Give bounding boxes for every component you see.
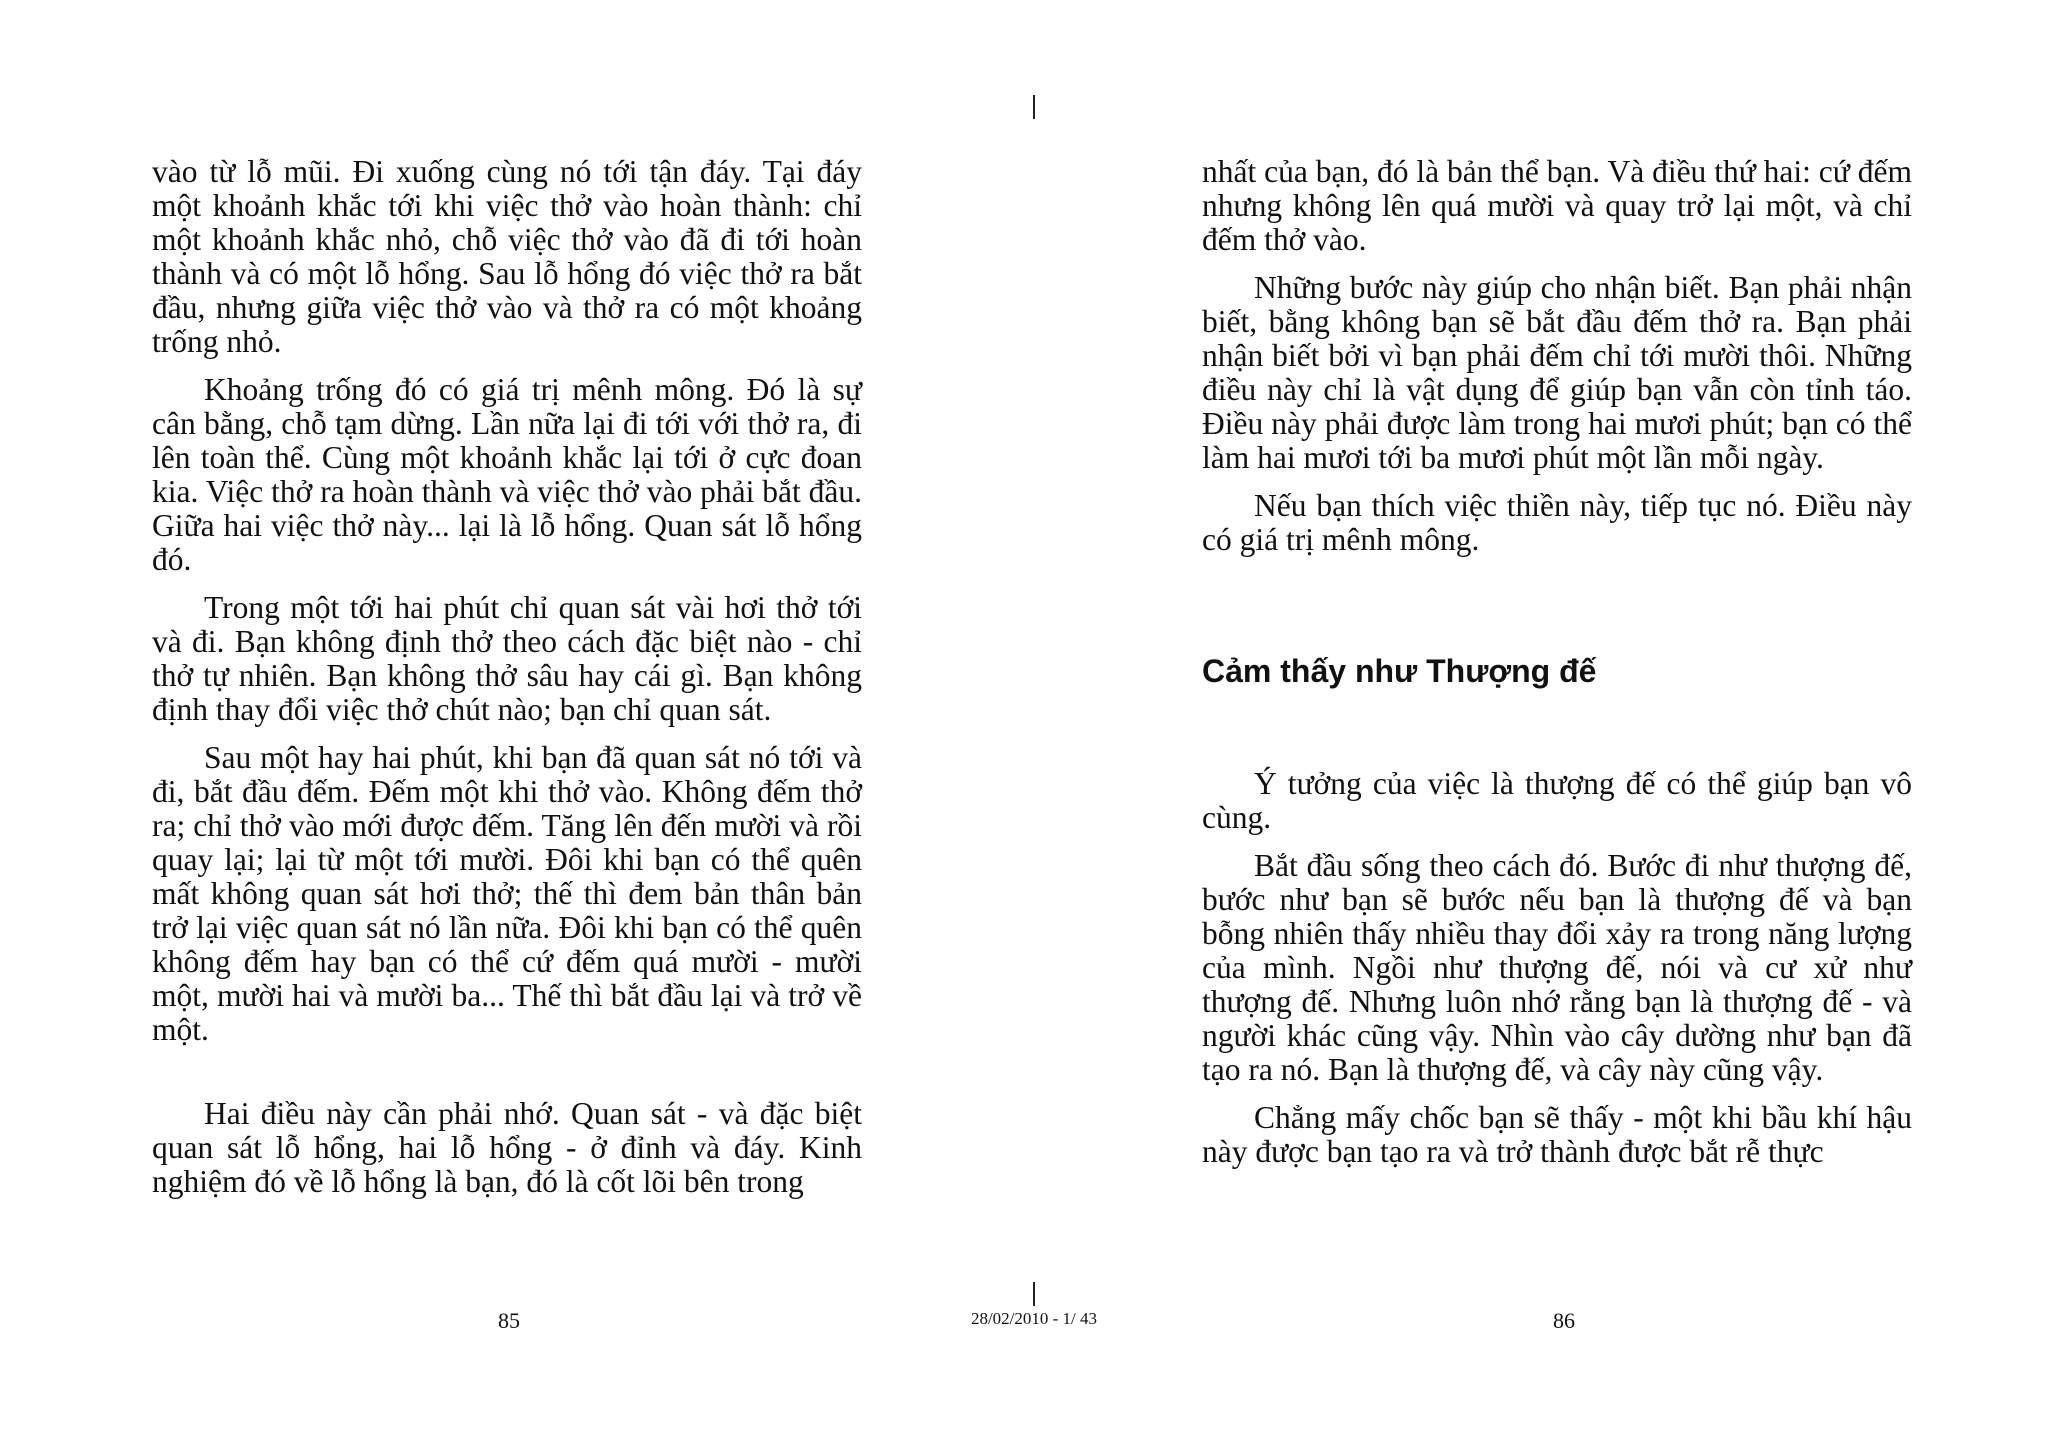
- left-page-text: [152, 155, 862, 1213]
- page-number-left: 85: [498, 1308, 520, 1333]
- paragraph: Chẳng mấy chốc bạn sẽ thấy - một khi bầu khí hậu này được bạn tạo ra và trở thành được bắt rễ thực: [1202, 1100, 1912, 1169]
- paragraph: Bắt đầu sống theo cách đó. Bước đi như thượng đế, bước như bạn sẽ bước nếu bạn là thượng đế và bạn bỗng nhiên thấy nhiều thay đổi xảy ra trong năng lượng của mình. Ngồi như thượng đế, nói và cư xử như thượng đế. Nhưng luôn nhớ rằng bạn là thượng đế - và người khác cũng vậy. Nhìn vào cây dường như bạn đã tạo ra nó. Bạn là thượng đế, và cây này cũng vậy.: [1202, 848, 1912, 1087]
- paragraph: Trong một tới hai phút chỉ quan sát vài hơi thở tới và đi. Bạn không định thở theo cách đặc biệt nào - chỉ thở tự nhiên. Bạn không thở sâu hay cái gì. Bạn không định thay đổi việc thở chút nào; bạn chỉ quan sát.: [152, 590, 862, 727]
- paragraph: Những bước này giúp cho nhận biết. Bạn phải nhận biết, bằng không bạn sẽ bắt đầu đếm thở ra. Bạn phải nhận biết bởi vì bạn phải đếm chỉ tới mười thôi. Những điều này chỉ là vật dụng để giúp bạn vẫn còn tỉnh táo. Điều này phải được làm trong hai mươi phút; bạn có thể làm hai mươi tới ba mươi phút một lần mỗi ngày.: [1202, 270, 1912, 475]
- print-date-stamp: 28/02/2010 - 1/ 43: [970, 1309, 1098, 1328]
- paragraph: Sau một hay hai phút, khi bạn đã quan sát nó tới và đi, bắt đầu đếm. Đếm một khi thở vào. Không đếm thở ra; chỉ thở vào mới được đếm. Tăng lên đến mười và rồi quay lại; lại từ một tới mười. Đôi khi bạn có thể quên mất không quan sát hơi thở; thế thì đem bản thân bản trở lại việc quan sát nó lần nữa. Đôi khi bạn có thể quên không đếm hay bạn có thể cứ đếm quá mười - mười một, mười hai và mười ba... Thế thì bắt đầu lại và trở về một.: [152, 740, 862, 1047]
- paragraph: Hai điều này cần phải nhớ. Quan sát - và đặc biệt quan sát lỗ hổng, hai lỗ hổng - ở đỉnh và đáy. Kinh nghiệm đó về lỗ hổng là bạn, đó là cốt lõi bên trong: [152, 1096, 862, 1199]
- right-page-text: [1202, 155, 1912, 1183]
- page-number-right: 86: [1553, 1308, 1575, 1333]
- paragraph: vào từ lỗ mũi. Đi xuống cùng nó tới tận đáy. Tại đáy một khoảnh khắc tới khi việc thở vào hoàn thành: chỉ một khoảnh khắc nhỏ, chỗ việc thở vào đã đi tới hoàn thành và có một lỗ hổng. Sau lỗ hổng đó việc thở ra bắt đầu, nhưng giữa việc thở vào và thở ra có một khoảng trống nhỏ.: [152, 154, 862, 359]
- binding-mark-top: [1033, 95, 1035, 119]
- paragraph: Nếu bạn thích việc thiền này, tiếp tục nó. Điều này có giá trị mênh mông.: [1202, 488, 1912, 557]
- paragraph: nhất của bạn, đó là bản thể bạn. Và điều thứ hai: cứ đếm nhưng không lên quá mười và quay trở lại một, và chỉ đếm thở vào.: [1202, 154, 1912, 257]
- paragraph: Khoảng trống đó có giá trị mênh mông. Đó là sự cân bằng, chỗ tạm dừng. Lần nữa lại đi tới với thở ra, đi lên toàn thể. Cùng một khoảnh khắc lại tới ở cực đoan kia. Việc thở ra hoàn thành và việc thở vào phải bắt đầu. Giữa hai việc thở này... lại là lỗ hổng. Quan sát lỗ hổng đó.: [152, 372, 862, 577]
- paragraph: Ý tưởng của việc là thượng đế có thể giúp bạn vô cùng.: [1202, 766, 1912, 835]
- binding-mark-bottom: [1033, 1282, 1035, 1306]
- section-heading: Cảm thấy như Thượng đế: [1202, 653, 1597, 689]
